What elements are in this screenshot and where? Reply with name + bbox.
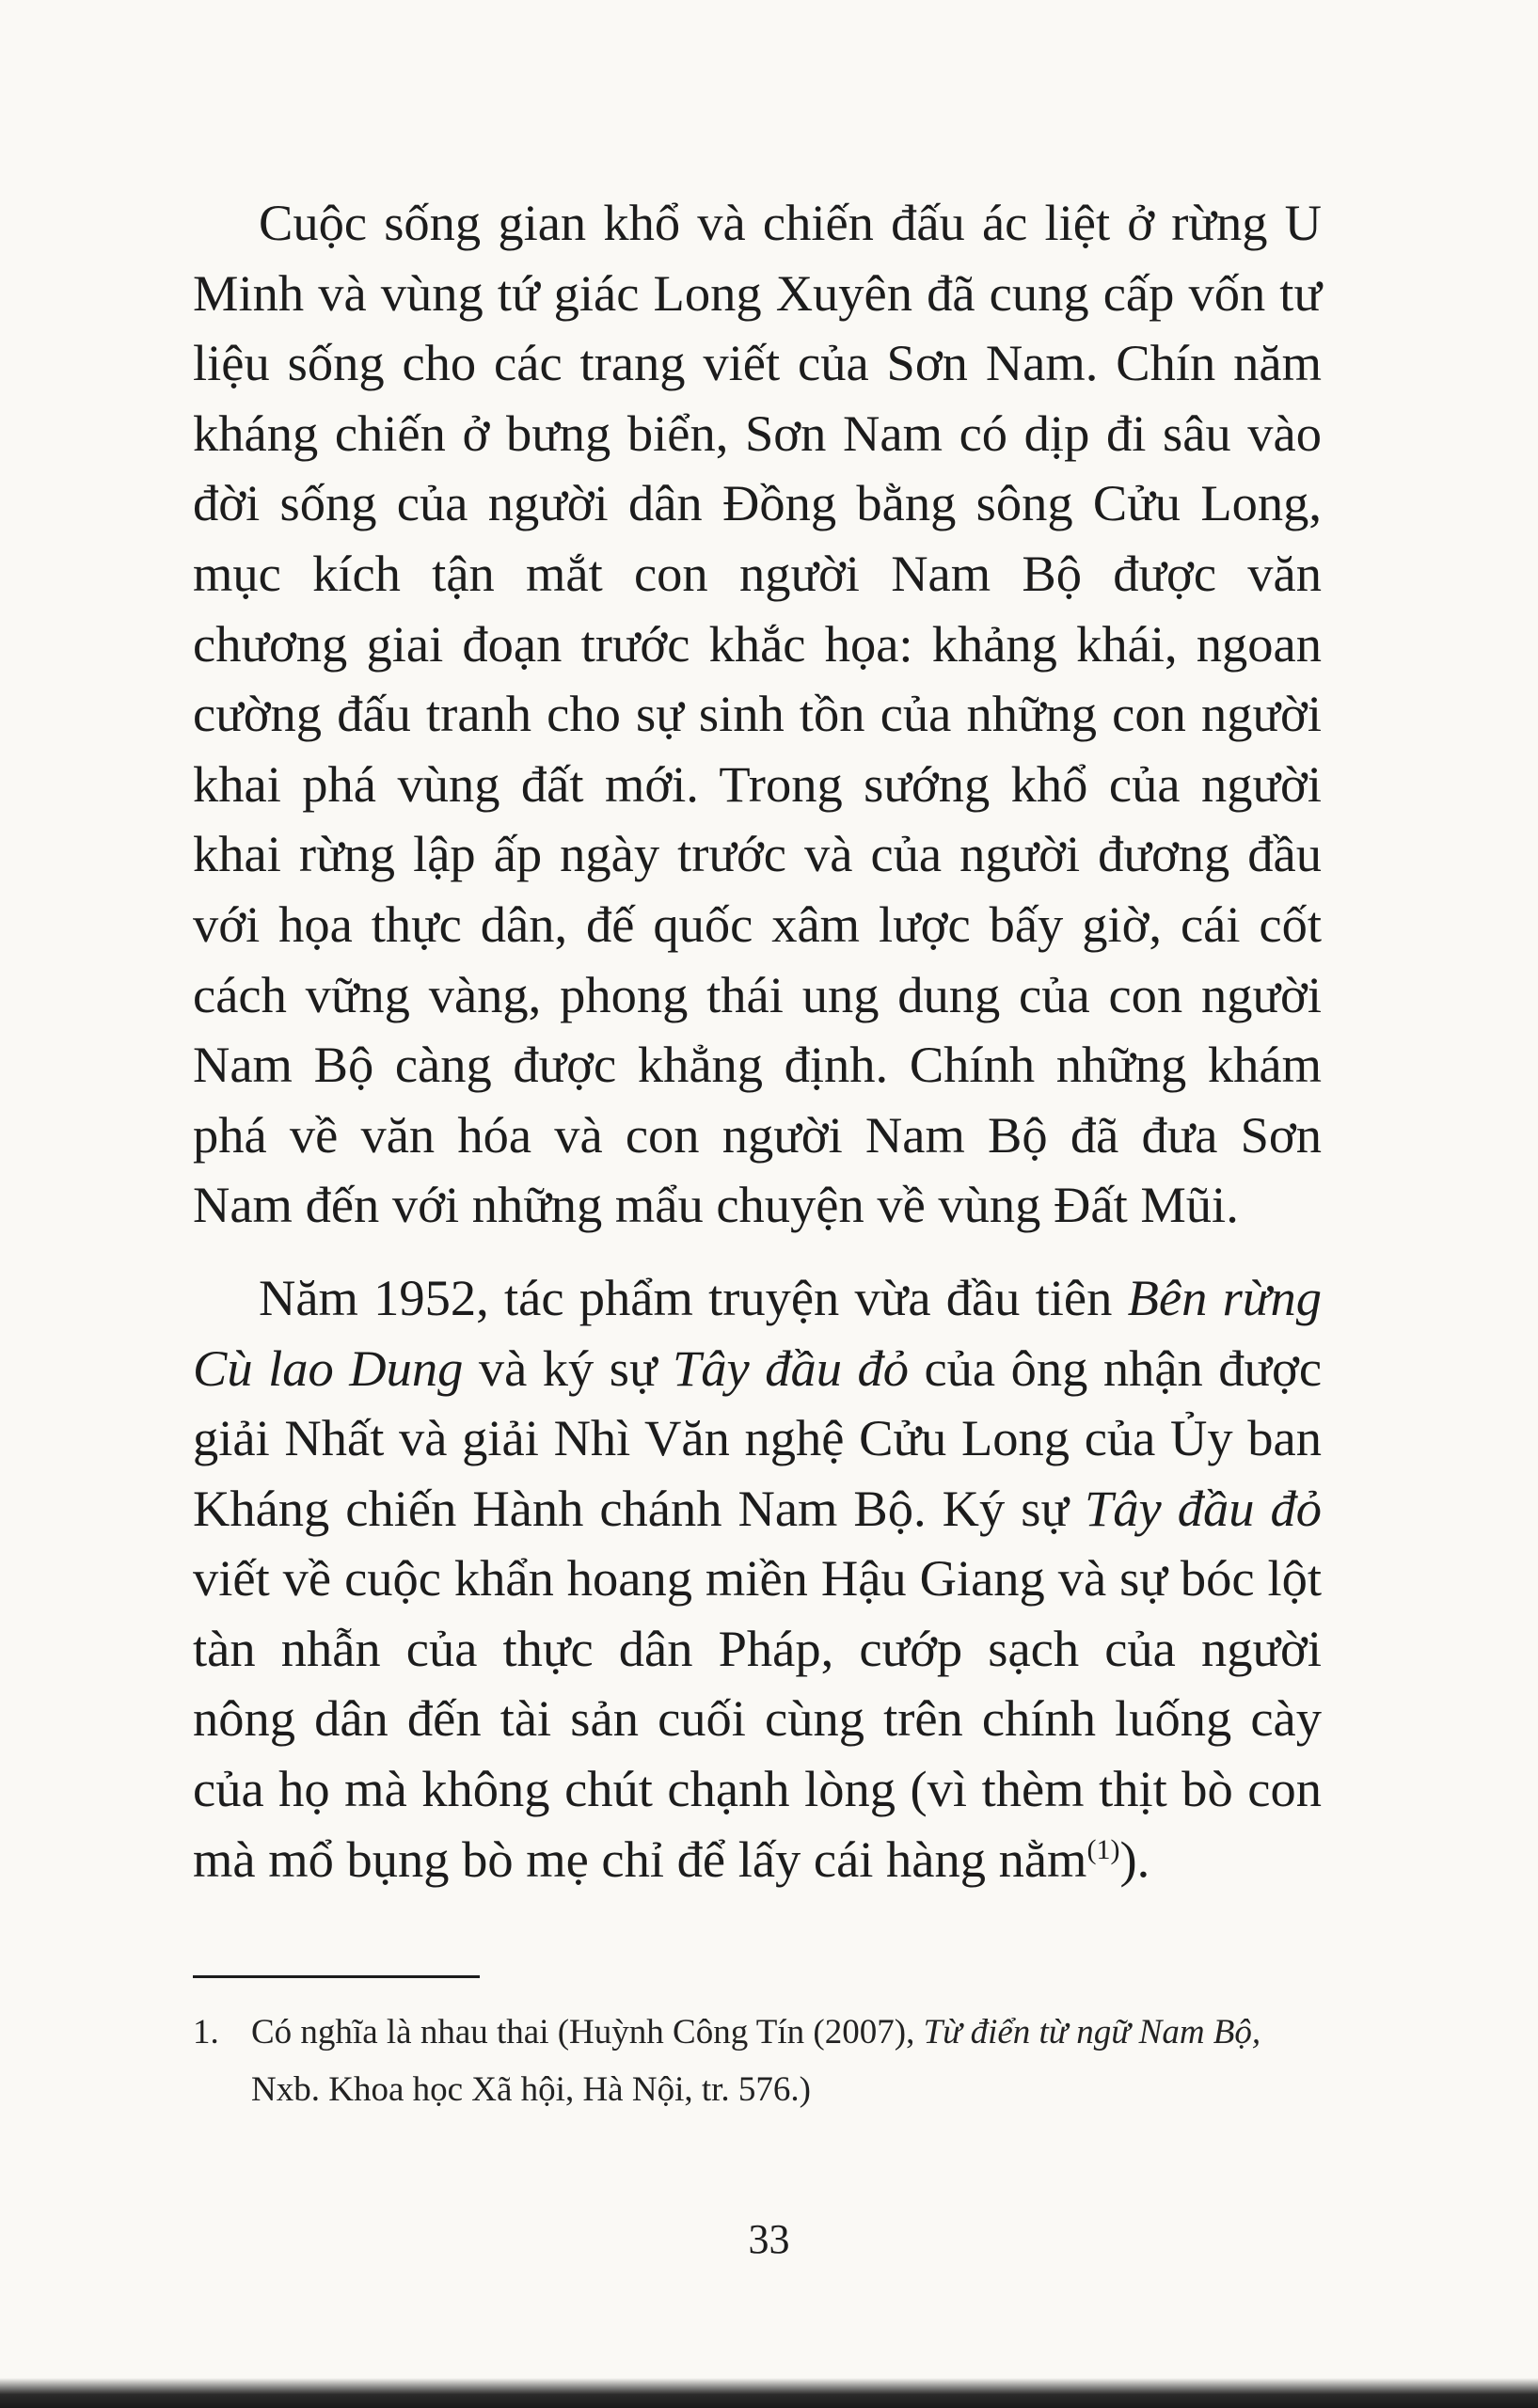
footnote-text — [251, 2004, 1331, 2118]
work-title: Tây đầu đỏ — [673, 1339, 909, 1397]
main-text — [193, 188, 1322, 1894]
paragraph-1: Cuộc sống gian khổ và chiến đấu ác liệt ở rừng U Minh và vùng tứ giác Long Xuyên đã cung cấp vốn tư liệu sống cho các trang viết của Sơn Nam. Chín năm kháng chiến ở bưng biển, Sơn Nam có dịp đi sâu vào đời sống của người dân Đồng bằng sông Cửu Long, mục kích tận mắt con người Nam Bộ được văn chương giai đoạn trước khắc họa: khảng khái, ngoan cường đấu tranh cho sự sinh tồn của những con người khai phá vùng đất mới. Trong sướng khổ của người khai rừng lập ấp ngày trước và của người đương đầu với họa thực dân, đế quốc xâm lược bấy giờ, cái cốt cách vững vàng, phong thái ung dung của con người Nam Bộ càng được khẳng định. Chính những khám phá về văn hóa và con người Nam Bộ đã đưa Sơn Nam đến với những mẩu chuyện về vùng Đất Mũi. — [193, 194, 1322, 1234]
work-title: Bên rừng Cù lao Dung — [193, 1268, 1322, 1397]
page-edge-shadow — [0, 2378, 1538, 2408]
footnote-text-part: Có nghĩa là nhau thai (Huỳnh Công Tín (2007), — [251, 2013, 915, 2052]
footnote — [193, 2004, 1331, 2118]
paragraph-2 — [193, 1263, 1322, 1894]
footnote-text-part: Nxb. Khoa học Xã hội, Hà Nội, tr. 576.) — [251, 2070, 811, 2109]
page-number: 33 — [748, 2216, 790, 2262]
work-title: Tây đầu đỏ — [1085, 1479, 1322, 1537]
paragraph-2-text: của ông nhận được giải Nhất và giải Nhì Văn nghệ Cửu Long của Ủy ban Kháng chiến Hành chánh Nam Bộ. Ký sự — [193, 1339, 1323, 1537]
footnote-reference[interactable]: (1) — [1086, 1833, 1120, 1865]
footnote-number: 1. — [193, 2013, 219, 2052]
footnote-book-title: Từ điển từ ngữ Nam Bộ, — [923, 2013, 1261, 2052]
paragraph-2-text: ). — [1119, 1830, 1150, 1888]
paragraph-2-text: và ký sự — [478, 1339, 658, 1397]
paragraph-2-text: Năm 1952, tác phẩm truyện vừa đầu tiên — [259, 1268, 1113, 1326]
paragraph-2-text: viết về cuộc khẩn hoang miền Hậu Giang và sự bóc lột tàn nhẫn của thực dân Pháp, cướp sạch của người nông dân đến tài sản cuối cùng trên chính luống cày của họ mà không chút chạnh lòng (vì thèm thịt bò con mà mổ bụng bò mẹ chỉ để lấy cái hàng nằm — [193, 1549, 1322, 1888]
footnote-divider — [193, 1975, 480, 1978]
